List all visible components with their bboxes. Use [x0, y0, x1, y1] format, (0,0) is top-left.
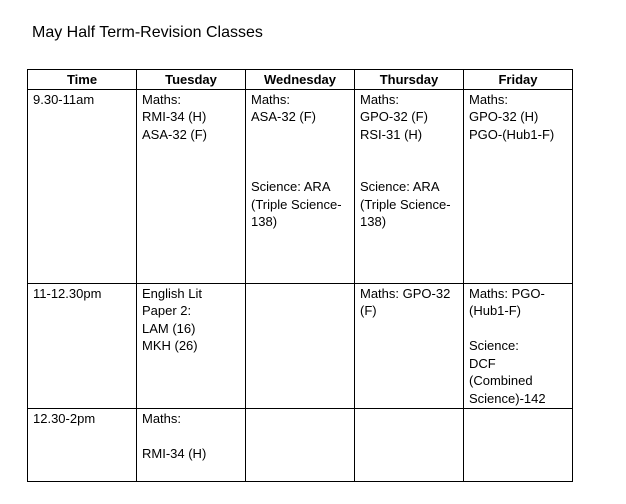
- blank-line: [469, 320, 567, 338]
- blank-line: [360, 143, 458, 161]
- time-cell: [28, 283, 137, 409]
- cell-text: (F): [360, 303, 377, 318]
- cell-text: English Lit: [142, 285, 202, 301]
- cell-text: Maths: GPO-32: [360, 285, 451, 301]
- header-friday: Friday: [464, 70, 573, 90]
- blank-line: [251, 143, 349, 161]
- friday-cell: [464, 89, 573, 283]
- header-row: [28, 70, 573, 90]
- cell-text: (Triple Science-: [360, 196, 451, 212]
- thursday-cell: [355, 89, 464, 283]
- tuesday-cell: [137, 409, 246, 482]
- cell-text: GPO-32 (F): [360, 109, 428, 124]
- cell-text: Science:: [469, 338, 519, 353]
- cell-text: Science: ARA: [360, 179, 440, 194]
- header-thursday: Thursday: [355, 70, 464, 90]
- cell-text: MKH (26): [142, 338, 198, 353]
- friday-cell: [464, 283, 573, 409]
- cell-text: RSI-31 (H): [360, 126, 423, 142]
- friday-cell: [464, 409, 573, 482]
- time-label: 11-12.30pm: [33, 285, 102, 301]
- cell-text: Maths: PGO-: [469, 285, 545, 301]
- time-cell: [28, 409, 137, 482]
- cell-text: LAM (16): [142, 320, 196, 336]
- blank-line: [142, 428, 240, 446]
- cell-text: Maths:: [142, 411, 182, 426]
- revision-timetable: [27, 69, 573, 482]
- thursday-cell: [355, 409, 464, 482]
- cell-text: (Triple Science-: [251, 196, 342, 212]
- table-row: [28, 283, 573, 409]
- thursday-cell: [355, 283, 464, 409]
- header-wednesday: Wednesday: [246, 70, 355, 90]
- cell-text: GPO-32 (H): [469, 109, 539, 124]
- cell-text: PGO-(Hub1-F): [469, 126, 555, 142]
- cell-text: Maths:: [360, 91, 400, 107]
- wednesday-cell: [246, 409, 355, 482]
- cell-text: Science)-142: [469, 390, 546, 406]
- cell-text: Maths:: [251, 91, 291, 107]
- cell-text: DCF: [469, 355, 496, 371]
- cell-text: Science: ARA: [251, 179, 331, 194]
- time-cell: [28, 89, 137, 283]
- time-label: 12.30-2pm: [33, 411, 96, 426]
- blank-line: [251, 161, 349, 179]
- table-row: [28, 409, 573, 482]
- cell-text: ASA-32 (F): [251, 109, 317, 124]
- wednesday-cell: [246, 89, 355, 283]
- cell-text: Maths:: [142, 91, 182, 107]
- document-title: May Half Term-Revision Classes: [32, 24, 263, 41]
- blank-line: [360, 161, 458, 179]
- tuesday-cell: [137, 89, 246, 283]
- cell-text: Maths:: [469, 91, 509, 107]
- cell-text: RMI-34 (H): [142, 109, 207, 124]
- header-time: Time: [28, 70, 137, 90]
- cell-text: Paper 2:: [142, 303, 192, 318]
- cell-text: RMI-34 (H): [142, 446, 207, 461]
- cell-text: ASA-32 (F): [142, 126, 208, 142]
- cell-text: (Hub1-F): [469, 303, 522, 318]
- table-row: [28, 89, 573, 283]
- blank-line: [251, 126, 349, 144]
- time-label: 9.30-11am: [33, 91, 95, 107]
- cell-text: (Combined: [469, 373, 533, 388]
- cell-text: 138): [251, 214, 278, 229]
- tuesday-cell: [137, 283, 246, 409]
- cell-text: 138): [360, 214, 387, 229]
- wednesday-cell: [246, 283, 355, 409]
- header-tuesday: Tuesday: [137, 70, 246, 90]
